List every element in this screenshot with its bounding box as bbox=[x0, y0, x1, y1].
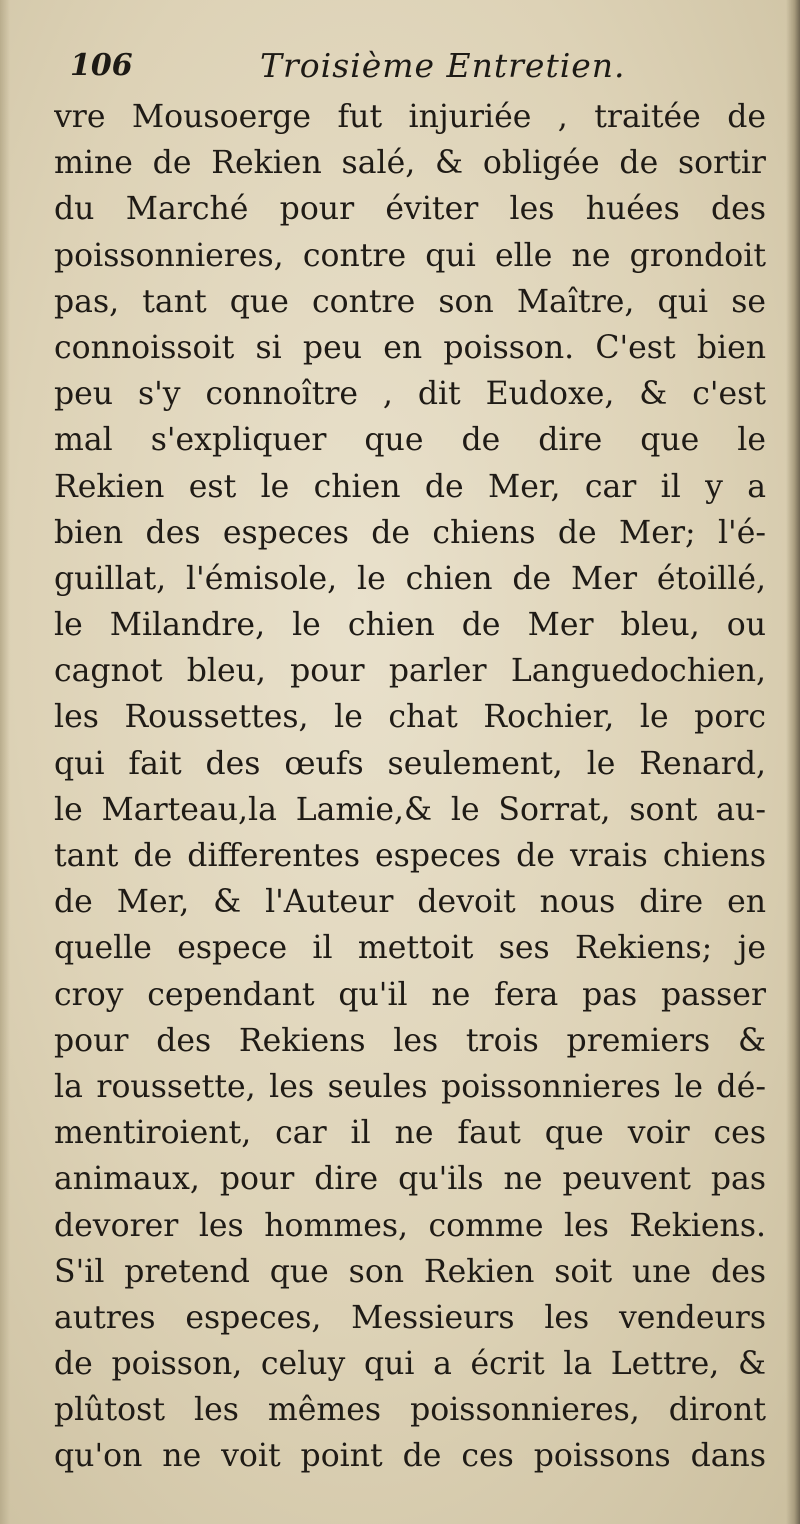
text-line: vre Mousoerge fut injuriée , traitée de bbox=[54, 99, 766, 135]
text-line: qui fait des œufs seulement, le Renard, bbox=[54, 745, 766, 782]
page-number: 106 bbox=[70, 48, 133, 83]
text-line: pour des Rekiens les trois premiers & bbox=[54, 1022, 766, 1059]
text-line: devorer les hommes, comme les Rekiens. bbox=[54, 1207, 766, 1244]
text-line: de poisson, celuy qui a écrit la Lettre, & bbox=[54, 1346, 766, 1383]
text-line: poissonnieres, contre qui elle ne grondoit bbox=[54, 237, 766, 274]
text-line: bien des especes de chiens de Mer; l'é- bbox=[54, 514, 766, 551]
text-line: tant de differentes especes de vrais chiens bbox=[54, 838, 766, 874]
page-right-edge-shadow bbox=[786, 0, 800, 1524]
page-header bbox=[70, 44, 760, 94]
text-line: autres especes, Messieurs les vendeurs bbox=[54, 1299, 766, 1336]
text-line: croy cependant qu'il ne fera pas passer bbox=[54, 976, 766, 1013]
text-line: cagnot bleu, pour parler Languedochien, bbox=[54, 653, 766, 690]
text-line: le Milandre, le chien de Mer bleu, ou bbox=[54, 607, 766, 644]
text-line: pas, tant que contre son Maître, qui se bbox=[54, 283, 766, 320]
text-line: les Roussettes, le chat Rochier, le porc bbox=[54, 699, 766, 736]
text-line: de Mer, & l'Auteur devoit nous dire en bbox=[54, 884, 766, 921]
text-line: connoissoit si peu en poisson. C'est bien bbox=[54, 329, 766, 366]
text-line: plûtost les mêmes poissonnieres, diront bbox=[54, 1392, 766, 1429]
text-line: mentiroient, car il ne faut que voir ces bbox=[54, 1115, 766, 1152]
text-line: peu s'y connoître , dit Eudoxe, & c'est bbox=[54, 376, 766, 413]
body-text bbox=[54, 94, 766, 1480]
text-line: mine de Rekien salé, & obligée de sortir bbox=[54, 145, 766, 182]
running-head: Troisième Entretien. bbox=[260, 46, 626, 85]
text-line: guillat, l'émisole, le chien de Mer étoillé, bbox=[54, 560, 766, 597]
text-line: qu'on ne voit point de ces poissons dans bbox=[54, 1438, 766, 1475]
text-line: le Marteau,la Lamie,& le Sorrat, sont au- bbox=[54, 791, 766, 828]
text-line: animaux, pour dire qu'ils ne peuvent pas bbox=[54, 1161, 766, 1198]
page-left-edge-shadow bbox=[0, 0, 10, 1524]
text-line: du Marché pour éviter les huées des bbox=[54, 191, 766, 228]
text-line: quelle espece il mettoit ses Rekiens; je bbox=[54, 930, 766, 967]
text-line: mal s'expliquer que de dire que le bbox=[54, 422, 766, 459]
text-line: S'il pretend que son Rekien soit une des bbox=[54, 1253, 766, 1290]
text-line: la roussette, les seules poissonnieres le dé- bbox=[54, 1068, 766, 1105]
text-line: Rekien est le chien de Mer, car il y a bbox=[54, 468, 766, 505]
